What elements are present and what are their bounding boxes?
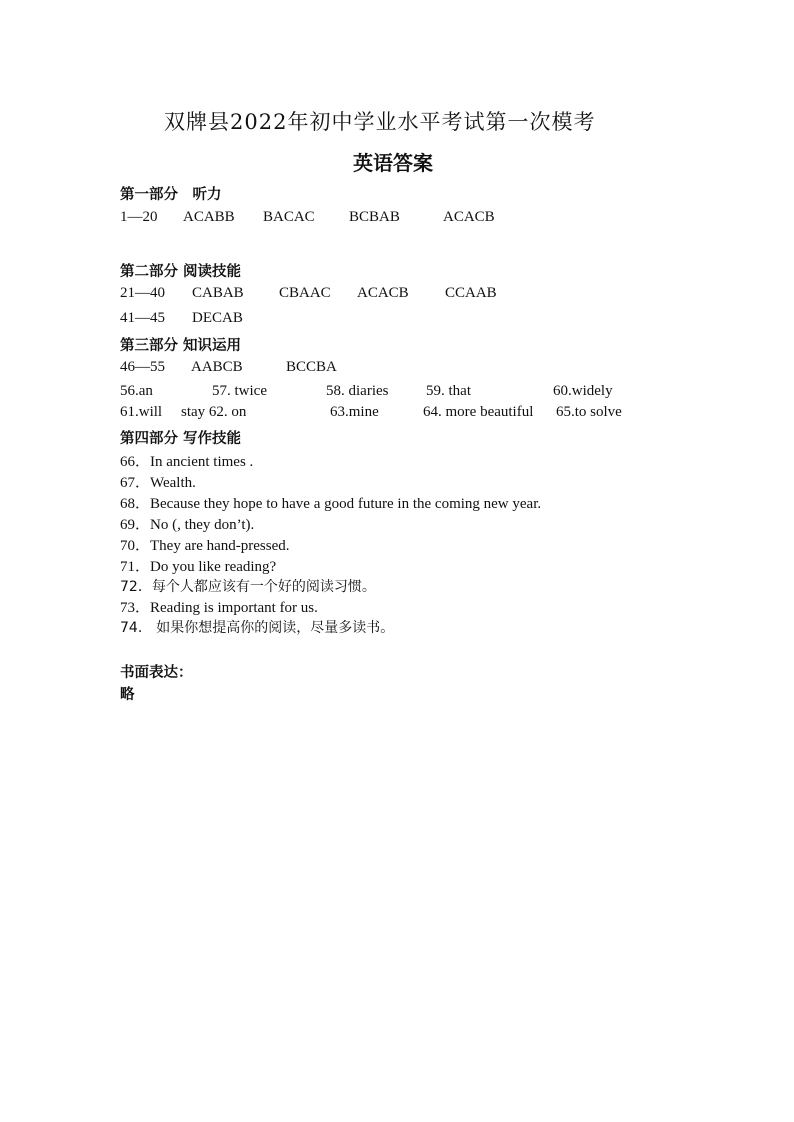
part1-answer-group: BCBAB	[349, 209, 400, 225]
writing-answer: 70．They are hand-pressed.	[120, 538, 290, 554]
written-expression-heading: 书面表达：	[120, 665, 193, 681]
writing-answer: 71．Do you like reading?	[120, 559, 277, 575]
part2-answer-group: CABAB	[192, 285, 244, 301]
part4-heading: 第四部分 写作技能	[120, 431, 242, 447]
part2-answer-group: CCAAB	[445, 285, 497, 301]
part2-answer-group: CBAAC	[279, 285, 331, 301]
fill-answer: 59. that	[426, 383, 471, 399]
part3-answer-group: AABCB	[191, 359, 243, 375]
writing-answer: 69．No (, they don’t).	[120, 517, 255, 533]
part2-answer-group: ACACB	[357, 285, 409, 301]
part1-answer-group: ACABB	[183, 209, 235, 225]
part1-heading: 第一部分 听力	[120, 187, 222, 203]
fill-answer: 63.mine	[330, 404, 379, 420]
part1-range: 1—20	[120, 209, 158, 225]
part2-answer-group: DECAB	[192, 310, 243, 326]
fill-answer: 64. more beautiful	[423, 404, 534, 420]
part3-range: 46—55	[120, 359, 165, 375]
writing-answer: 67．Wealth.	[120, 475, 196, 491]
writing-answer: 73．Reading is important for us.	[120, 600, 318, 616]
fill-answer: 56.an	[120, 383, 153, 399]
part1-answer-group: BACAC	[263, 209, 315, 225]
fill-answer: stay 62. on	[181, 404, 247, 420]
part2-range: 41—45	[120, 310, 165, 326]
fill-answer: 65.to solve	[556, 404, 622, 420]
fill-answer: 61.will	[120, 404, 163, 420]
page-title: 双牌县2022年初中学业水平考试第一次模考	[164, 110, 596, 134]
part1-answer-group: ACACB	[443, 209, 495, 225]
page-subtitle: 英语答案	[353, 151, 433, 175]
part2-heading: 第二部分 阅读技能	[120, 264, 242, 280]
part3-heading: 第三部分 知识运用	[120, 338, 242, 354]
fill-answer: 57. twice	[212, 383, 267, 399]
fill-answer: 60.widely	[553, 383, 613, 399]
writing-answer: 74. 如果你想提高你的阅读，尽量多读书。	[120, 620, 395, 636]
fill-answer: 58. diaries	[326, 383, 389, 399]
written-expression-answer: 略	[120, 687, 135, 703]
writing-answer: 72．每个人都应该有一个好的阅读习惯。	[120, 579, 376, 595]
writing-answer: 66．In ancient times .	[120, 454, 254, 470]
part2-range: 21—40	[120, 285, 165, 301]
writing-answer: 68．Because they hope to have a good future in the coming new year.	[120, 496, 542, 512]
part3-answer-group: BCCBA	[286, 359, 337, 375]
